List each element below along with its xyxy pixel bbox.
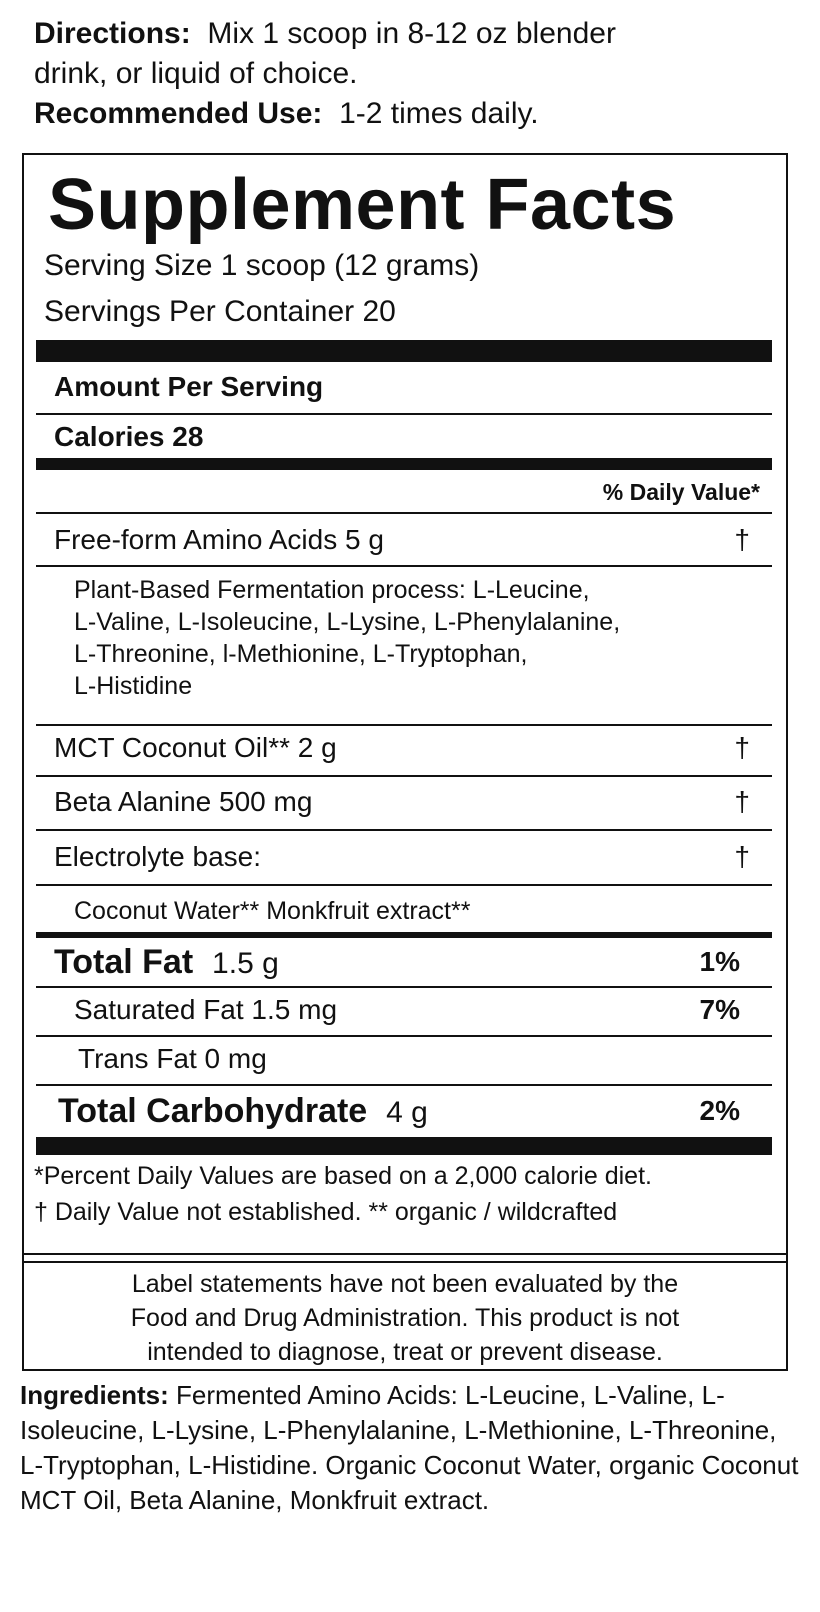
footnote-dagger: † Daily Value not established. ** organic / wildcrafted <box>34 1198 618 1226</box>
divider <box>36 1035 772 1037</box>
mct-label: MCT Coconut Oil** 2 g <box>54 732 337 763</box>
disclaimer-line: Label statements have not been evaluated by the <box>131 1270 679 1298</box>
beta-alanine-dv: † <box>734 786 750 817</box>
ingredients-section <box>20 1378 800 1518</box>
amino-acids-label: Free-form Amino Acids 5 g <box>54 524 384 555</box>
total-fat-dv: 1% <box>699 946 740 977</box>
total-carbohydrate-dv: 2% <box>699 1095 740 1126</box>
divider <box>36 829 772 831</box>
divider <box>36 565 772 567</box>
amino-detail-line: Plant-Based Fermentation process: L-Leucine, <box>74 576 590 604</box>
total-carbohydrate-amount: 4 g <box>386 1096 428 1129</box>
total-fat-row <box>54 941 760 985</box>
thick-divider-top <box>36 340 772 362</box>
amino-acids-details <box>74 574 764 702</box>
recommended-use-text: 1-2 times daily. <box>339 97 539 130</box>
amino-acids-dv: † <box>734 524 750 555</box>
divider <box>36 775 772 777</box>
total-carbohydrate-row <box>58 1090 764 1134</box>
amino-detail-line: L-Threonine, l-Methionine, L-Tryptophan, <box>74 640 528 668</box>
ingredients-text: Fermented Amino Acids: L-Leucine, L-Valine, L-Isoleucine, L-Lysine, L-Phenylalanine, L-Methionine, L-Threonine, L-Tryptophan, L-Histidine. Organic Coconut Water, organic Coconut MCT Oil, Beta Alanine, Monkfruit extract. <box>20 1380 799 1515</box>
amount-per-serving: Amount Per Serving <box>54 371 324 402</box>
total-fat-amount: 1.5 g <box>212 947 279 980</box>
amino-detail-line: L-Valine, L-Isoleucine, L-Lysine, L-Phenylalanine, <box>74 608 621 636</box>
supplement-facts-title: Supplement Facts <box>48 165 677 245</box>
footnote-daily-values: *Percent Daily Values are based on a 2,000 calorie diet. <box>34 1162 652 1190</box>
ingredients-label: Ingredients: <box>20 1380 169 1410</box>
divider <box>36 512 772 514</box>
directions-text-2: drink, or liquid of choice. <box>34 57 358 90</box>
amino-detail-line: L-Histidine <box>74 672 193 700</box>
saturated-fat-label: Saturated Fat 1.5 mg <box>74 994 338 1025</box>
directions-text-1: Mix 1 scoop in 8-12 oz blender <box>207 17 616 50</box>
thick-divider-bottom <box>36 1137 772 1155</box>
disclaimer-line: intended to diagnose, treat or prevent disease. <box>147 1338 663 1366</box>
electrolyte-row <box>54 839 760 875</box>
electrolyte-label: Electrolyte base: <box>54 841 261 872</box>
serving-size: Serving Size 1 scoop (12 grams) <box>44 249 480 282</box>
mct-dv: † <box>734 732 750 763</box>
disclaimer-line: Food and Drug Administration. This product is not <box>130 1304 680 1332</box>
directions-label: Directions: <box>34 17 191 50</box>
beta-alanine-label: Beta Alanine 500 mg <box>54 786 313 817</box>
divider <box>36 986 772 988</box>
directions-section <box>34 14 794 134</box>
divider <box>36 413 772 415</box>
electrolyte-details: Coconut Water** Monkfruit extract** <box>74 897 471 925</box>
mct-row <box>54 730 760 766</box>
amino-acids-row <box>54 522 760 558</box>
calories: Calories 28 <box>54 421 204 452</box>
divider <box>36 724 772 726</box>
recommended-use-label: Recommended Use: <box>34 97 323 130</box>
divider <box>36 884 772 886</box>
directions-line-1 <box>34 14 794 54</box>
daily-value-header: % Daily Value* <box>602 479 760 505</box>
beta-alanine-row <box>54 784 760 820</box>
electrolyte-dv: † <box>734 841 750 872</box>
total-carbohydrate-label: Total Carbohydrate <box>58 1092 368 1130</box>
servings-per-container: Servings Per Container 20 <box>44 295 396 328</box>
total-fat-label: Total Fat <box>54 943 194 981</box>
saturated-fat-row <box>74 992 760 1028</box>
trans-fat: Trans Fat 0 mg <box>78 1043 267 1074</box>
medium-divider <box>36 932 772 938</box>
thick-divider-calories <box>36 458 772 470</box>
recommended-use-line <box>34 94 794 134</box>
divider <box>36 1084 772 1086</box>
saturated-fat-dv: 7% <box>699 994 740 1025</box>
fda-disclaimer-box <box>22 1253 788 1371</box>
